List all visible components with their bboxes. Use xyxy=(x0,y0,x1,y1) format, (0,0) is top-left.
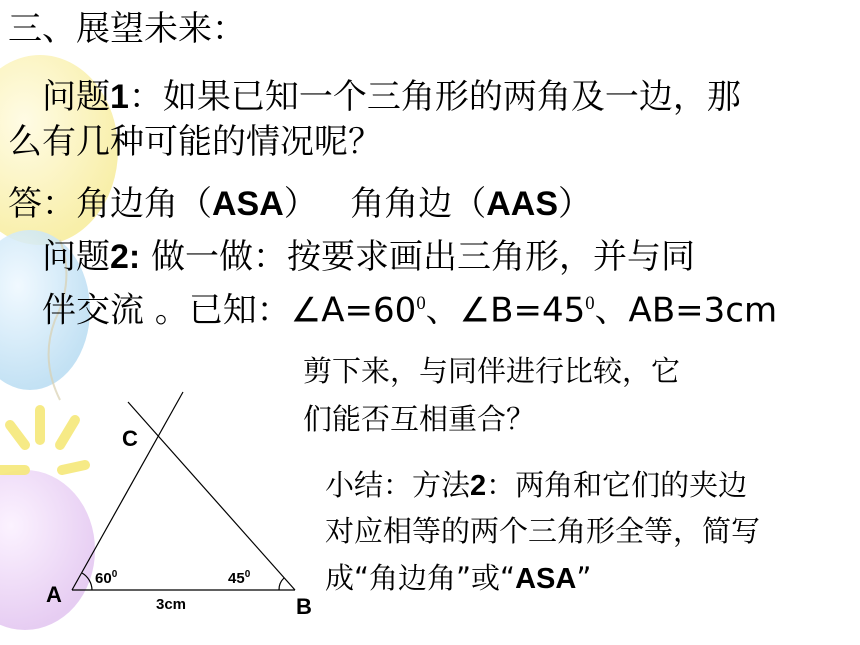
vertex-a-label: A xyxy=(46,582,62,607)
compare-line-2 xyxy=(303,396,535,442)
summary-text-1b: ：两角和它们的夹边 xyxy=(486,468,748,502)
question-1-number: 1 xyxy=(110,78,129,116)
question-2-line-2 xyxy=(42,280,777,334)
heading-text: 三、展望未来： xyxy=(8,9,246,49)
question-1-prefix: 问题 xyxy=(42,77,110,117)
question-2-text-2a: 伴交流 。已知：∠A=60 xyxy=(42,290,417,331)
question-1-text-1: ：如果已知一个三角形的两角及一边，那 xyxy=(128,77,741,117)
answer-mid: ） 角角边（ xyxy=(283,184,487,224)
angle-b-value: 45 xyxy=(228,570,245,587)
triangle-figure xyxy=(30,380,330,620)
summary-line-1 xyxy=(325,462,747,509)
summary-text-3a: 成“角边角”或“ xyxy=(325,561,516,595)
section-heading xyxy=(8,5,246,53)
question-2-text-2b: 、∠B=45 xyxy=(425,290,586,331)
ray-from-b xyxy=(128,402,295,590)
angle-b-degree: 0 xyxy=(244,569,251,580)
question-2-line-1 xyxy=(42,233,695,281)
degree-sup-2: 0 xyxy=(585,293,595,314)
answer-end: ） xyxy=(558,184,593,224)
ray-from-a xyxy=(72,392,183,590)
summary-text-2: 对应相等的两个三角形全等，简写 xyxy=(325,514,761,548)
degree-sup-1: 0 xyxy=(416,293,426,314)
question-2-text-2c: 、AB=3cm xyxy=(594,290,778,331)
question-2-prefix: 问题 xyxy=(42,237,110,277)
summary-asa: ASA xyxy=(515,563,577,595)
compare-text-2: 们能否互相重合？ xyxy=(303,402,536,436)
vertex-b-label: B xyxy=(296,594,312,619)
summary-line-2 xyxy=(325,508,760,554)
angle-a-value: 60 xyxy=(95,570,112,587)
summary-text-3b: ” xyxy=(576,561,592,595)
question-1-line-1 xyxy=(42,73,741,121)
summary-text-1a: 小结：方法 xyxy=(325,468,471,502)
vertex-c-label: C xyxy=(122,426,138,451)
summary-number: 2 xyxy=(470,470,487,502)
angle-arc-a xyxy=(82,573,92,590)
answer-aas: AAS xyxy=(486,185,559,223)
angle-b-label xyxy=(228,569,251,587)
answer-line xyxy=(8,180,592,228)
side-ab-label: 3cm xyxy=(156,596,187,613)
angle-a-degree: 0 xyxy=(111,569,118,580)
compare-line-1 xyxy=(303,348,680,394)
question-1-line-2 xyxy=(8,118,382,166)
angle-arc-b xyxy=(279,578,284,590)
answer-prefix: 答：角边角（ xyxy=(8,184,212,224)
summary-line-3 xyxy=(325,555,591,602)
answer-asa: ASA xyxy=(212,185,284,223)
question-2-text-1: 做一做：按要求画出三角形，并与同 xyxy=(140,237,696,277)
question-2-number: 2: xyxy=(110,238,141,276)
compare-text-1: 剪下来，与同伴进行比较，它 xyxy=(303,354,681,388)
question-1-text-2: 么有几种可能的情况呢？ xyxy=(8,122,382,162)
angle-a-label xyxy=(95,569,118,587)
